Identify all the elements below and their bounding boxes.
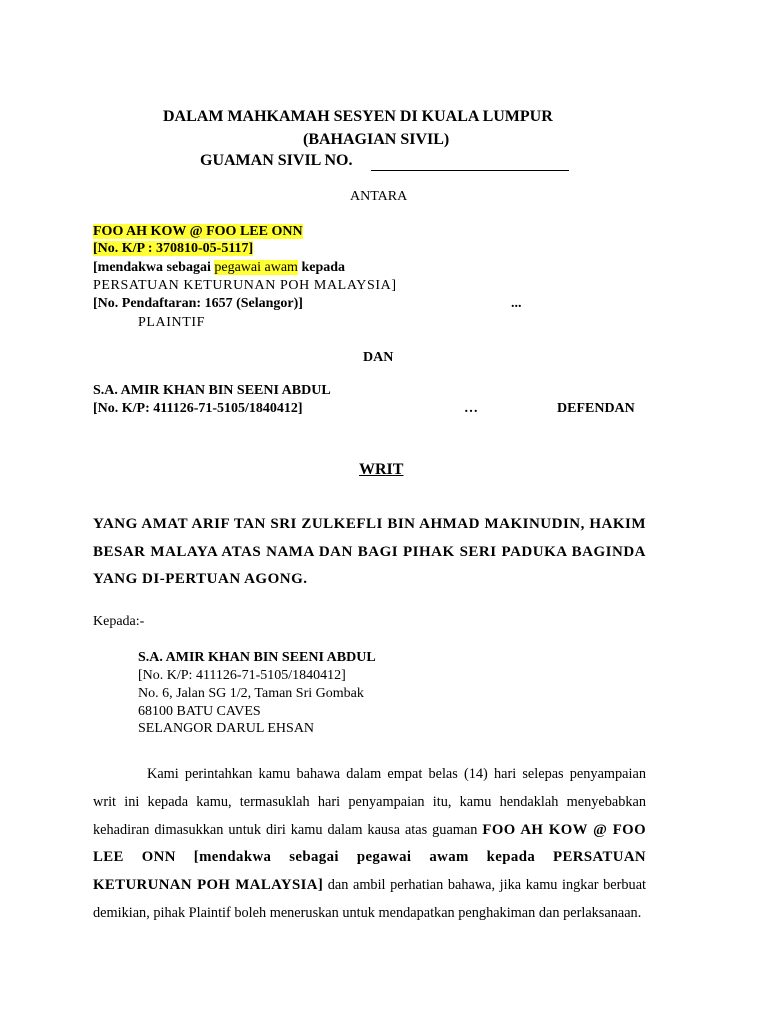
plaintiff-ic: [No. K/P : 370810-05-5117] — [93, 241, 254, 256]
case-number-blank — [371, 169, 569, 171]
address-name: S.A. AMIR KHAN BIN SEENI ABDUL — [138, 650, 376, 665]
address-line-2: 68100 BATU CAVES — [138, 704, 261, 719]
plaintiff-role: PLAINTIF — [138, 315, 206, 330]
case-number-label: GUAMAN SIVIL NO. — [200, 152, 353, 169]
kepada-label: Kepada:- — [93, 614, 145, 629]
defendant-dots: … — [464, 401, 478, 416]
address-ic: [No. K/P: 411126-71-5105/1840412] — [138, 668, 346, 683]
court-division: (BAHAGIAN SIVIL) — [303, 131, 450, 148]
preamble-paragraph: YANG AMAT ARIF TAN SRI ZULKEFLI BIN AHMAD MAKINUDIN, HAKIM BESAR MALAYA ATAS NAMA DAN BAGI PIHAK SERI PADUKA BAGINDA YANG DI-PERTUAN AGONG. — [93, 516, 646, 587]
plaintiff-capacity: [mendakwa sebagai pegawai awam kepada — [93, 260, 346, 275]
defendant-ic: [No. K/P: 411126-71-5105/1840412] — [93, 401, 303, 416]
plaintiff-dots: ... — [511, 296, 522, 311]
address-line-1: No. 6, Jalan SG 1/2, Taman Sri Gombak — [138, 686, 364, 701]
plaintiff-society: PERSATUAN KETURUNAN POH MALAYSIA] — [93, 278, 397, 293]
address-line-3: SELANGOR DARUL EHSAN — [138, 721, 315, 736]
dan-label: DAN — [363, 350, 394, 365]
plaintiff-registration: [No. Pendaftaran: 1657 (Selangor)] — [93, 296, 303, 311]
defendant-role: DEFENDAN — [557, 401, 635, 416]
antara-label: ANTARA — [350, 189, 408, 204]
command-paragraph: Kami perintahkan kamu bahawa dalam empat belas (14) hari selepas penyampaian writ ini kepada kamu, termasuklah hari penyampaian itu, kamu hendaklah menyebabkan kehadiran dimasukkan untuk diri kamu dalam kausa atas guaman FOO AH KOW @ FOO LEE ONN [mendakwa sebagai pegawai awam kepada PERSATUAN KETURUNAN POH MALAYSIA] dan ambil perhatian bahawa, jika kamu ingkar berbuat demikian, pihak Plaintif boleh meneruskan untuk mendapatkan penghakiman dan perlaksanaan. — [93, 766, 647, 921]
plaintiff-name: FOO AH KOW @ FOO LEE ONN — [93, 224, 303, 239]
defendant-name: S.A. AMIR KHAN BIN SEENI ABDUL — [93, 383, 331, 398]
court-title: DALAM MAHKAMAH SESYEN DI KUALA LUMPUR — [163, 108, 553, 125]
writ-title: WRIT — [359, 461, 404, 478]
